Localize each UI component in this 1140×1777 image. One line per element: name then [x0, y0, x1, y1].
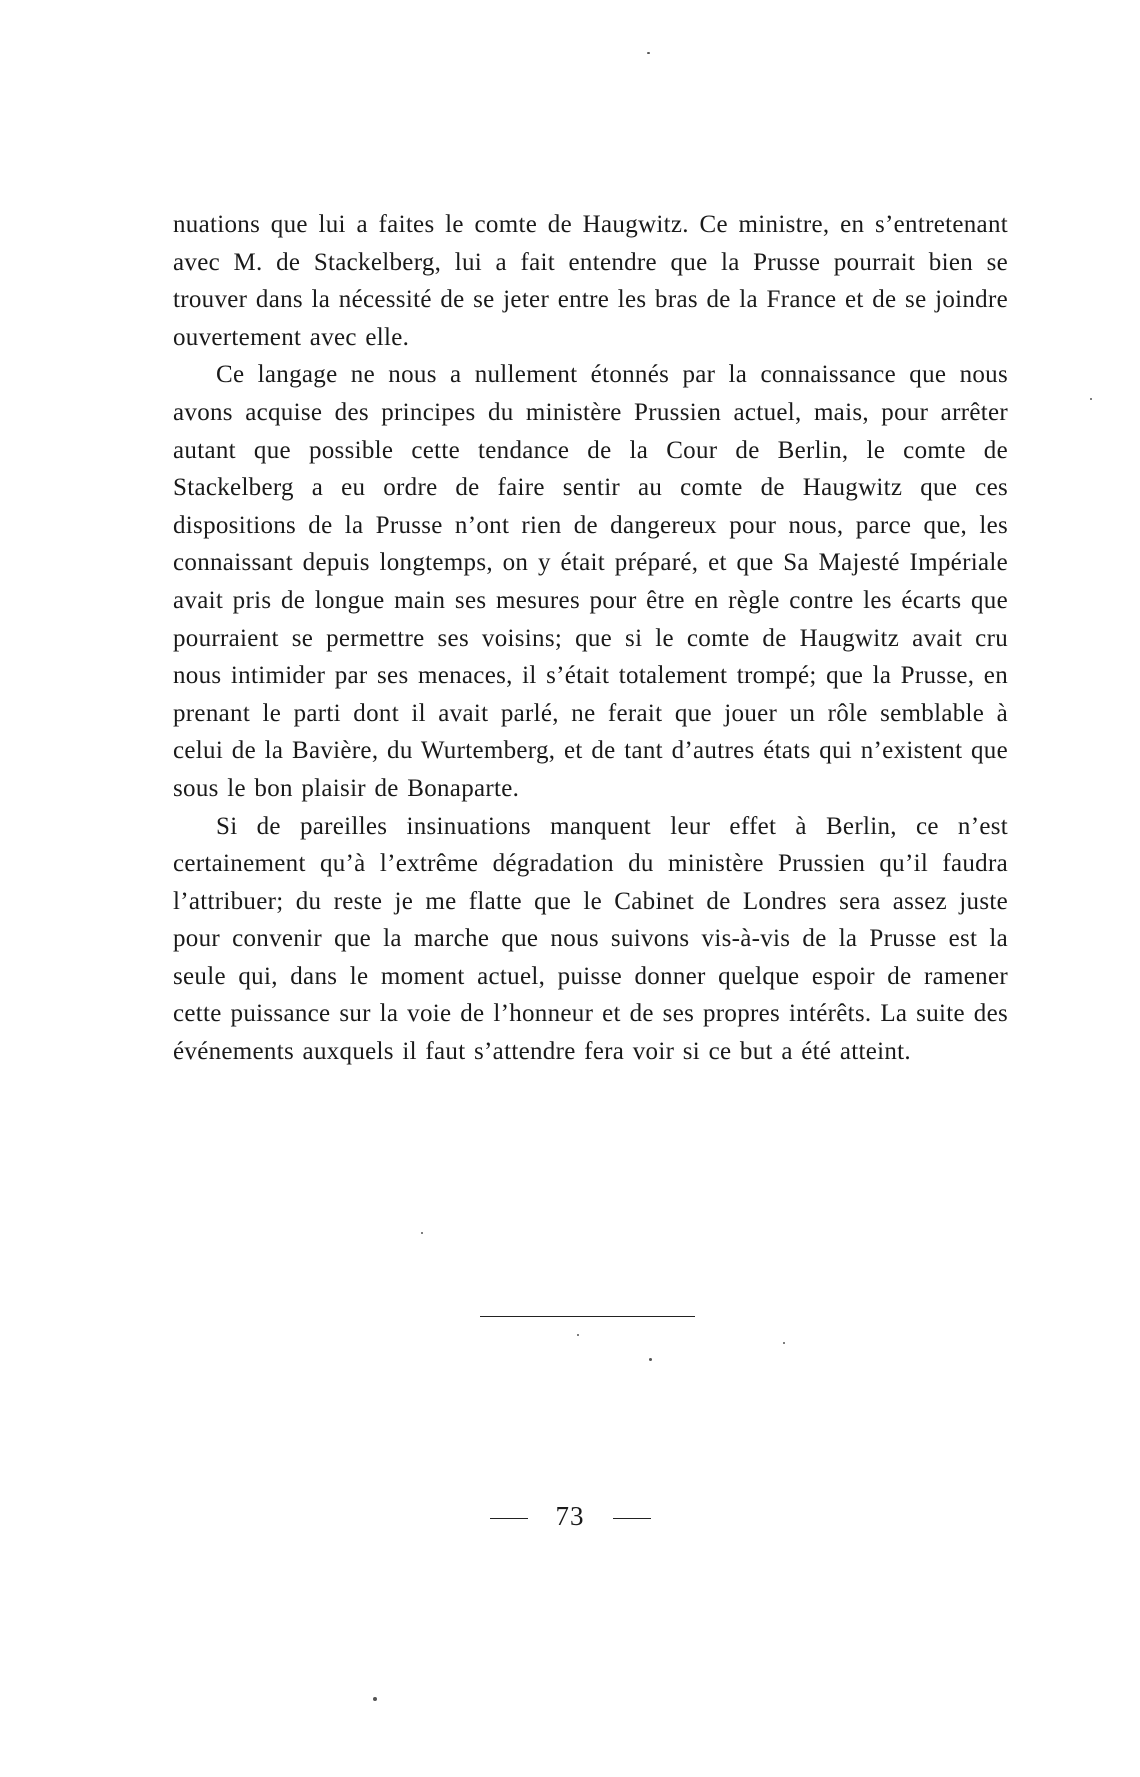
scan-speck [783, 1342, 785, 1344]
scan-speck [421, 1232, 423, 1234]
paragraph-1: nuations que lui a faites le comte de Haugwitz. Ce ministre, en s’entretenant avec M. de Stackelberg, lui a fait entendre que la Prusse pourrait bien se trouver dans la nécessité de se jeter entre les bras de la France et de se joindre ouvertement avec elle. [173, 211, 1008, 351]
scan-speck [577, 1334, 579, 1336]
paragraph-2: Ce langage ne nous a nullement étonnés par la connaissance que nous avons acquise des principes du ministère Prussien actuel, mais, pour arrêter autant que possible cette tendance de la Cour de Berlin, le comte de Stackelberg a eu ordre de faire sentir au comte de Haugwitz que ces dispositions de la Prusse n’ont rien de dangereux pour nous, parce que, les connaissant depuis longtemps, on y était préparé, et que Sa Majesté Impériale avait pris de longue main ses mesures pour être en règle contre les écarts que pourraient se permettre ses voisins; que si le comte de Haugwitz avait cru nous intimider par ses menaces, il s’était totalement trompé; que la Prusse, en prenant le parti dont il avait parlé, ne ferait que jouer un rôle semblable à celui de la Bavière, du Wurtemberg, et de tant d’autres états qui n’existent que sous le bon plaisir de Bonaparte. [173, 361, 1008, 802]
page-number-footer [0, 1501, 1140, 1532]
scan-speck [1090, 398, 1092, 400]
scan-speck [649, 1358, 652, 1361]
section-end-rule [480, 1316, 695, 1317]
scan-speck [647, 52, 650, 54]
folio-dash-right [613, 1518, 651, 1519]
page-number: 73 [555, 1501, 585, 1531]
body-text [173, 206, 1008, 1071]
scan-speck [373, 1697, 377, 1701]
folio-dash-left [490, 1518, 528, 1519]
paragraph-3: Si de pareilles insinuations manquent leur effet à Berlin, ce n’est certainement qu’à l’extrême dégradation du ministère Prussien qu’il faudra l’attribuer; du reste je me flatte que le Cabinet de Londres sera assez juste pour convenir que la marche que nous suivons vis-à-vis de la Prusse est la seule qui, dans le moment actuel, puisse donner quelque espoir de ramener cette puissance sur la voie de l’honneur et de ses propres intérêts. La suite des événements auxquels il faut s’attendre fera voir si ce but a été atteint. [173, 812, 1008, 1066]
